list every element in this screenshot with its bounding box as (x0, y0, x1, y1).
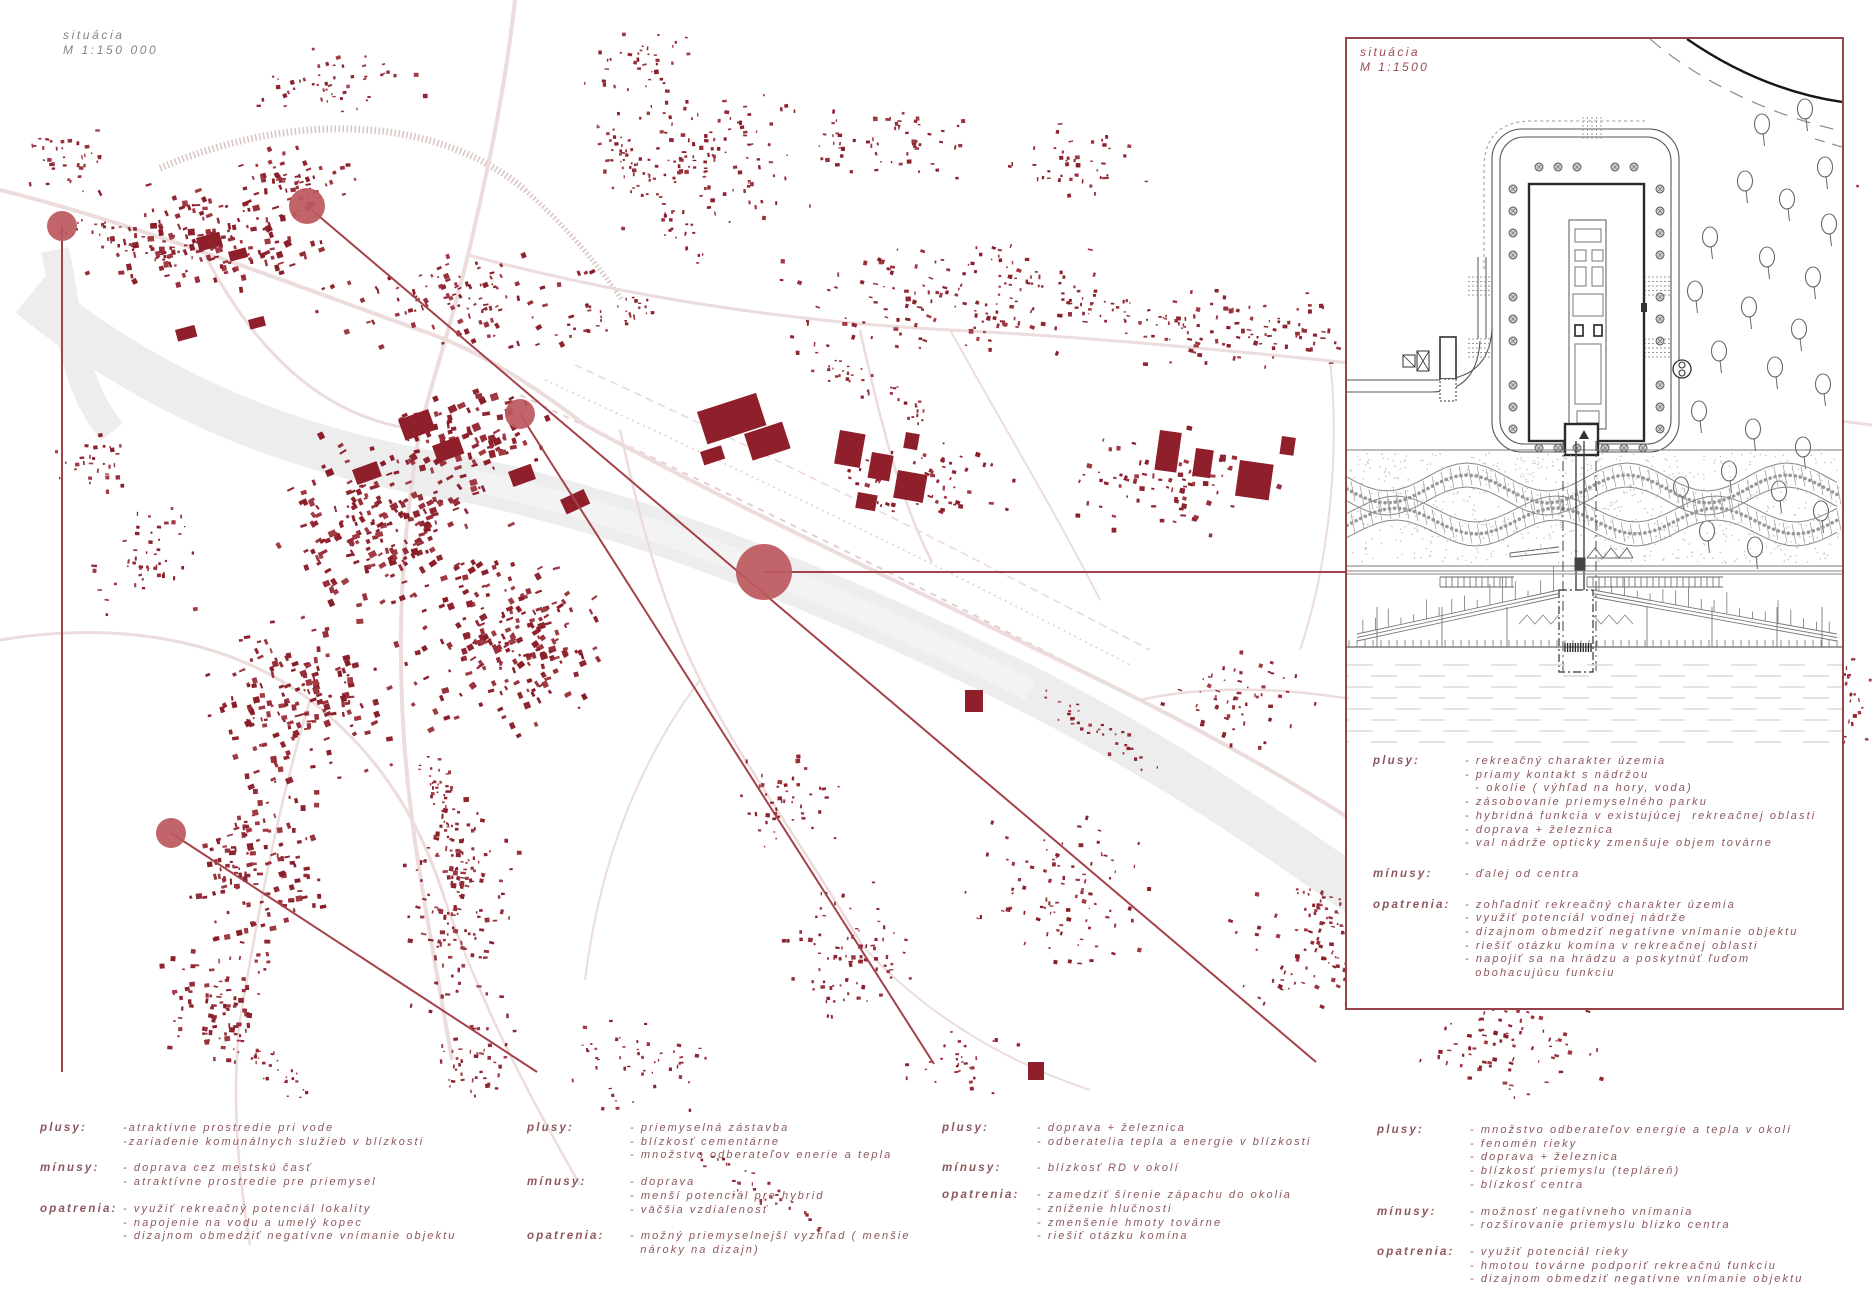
annotation-section (1373, 755, 1835, 851)
annotation-item: - atraktívne prostredie pre priemysel (123, 1176, 377, 1189)
large-buildings (175, 232, 1296, 1080)
annotation-label: plusy: (942, 1122, 990, 1134)
annotation-label: mínusy: (1373, 867, 1433, 880)
annotation-item: - využiť potenciál vodnej nádrže (1465, 912, 1688, 925)
annotation-item-list (123, 1203, 502, 1244)
annotation-section (1373, 868, 1835, 882)
site-marker (289, 188, 325, 224)
annotation-item-list (123, 1162, 502, 1189)
map-title-line2: M 1:150 000 (63, 43, 159, 57)
spillway-ramps (1347, 566, 1842, 652)
annotation-label: opatrenia: (40, 1202, 118, 1215)
annotation-item: - rozširovanie priemyslu blizko centra (1470, 1219, 1731, 1232)
factory-building (1529, 184, 1647, 455)
annotation-item: - hybridná funkcia v existujúcej rekreačnej oblasti (1465, 809, 1817, 822)
site-marker (505, 399, 535, 429)
annotation-item: - dizajnom obmedziť negatívne vnímanie objektu (1470, 1273, 1804, 1286)
leader-line (171, 833, 537, 1072)
annotation-item-list (1470, 1124, 1863, 1193)
trees (1674, 99, 1837, 569)
annotation-item: -atraktívne prostredie pri vode (123, 1122, 335, 1134)
annotation-label: opatrenia: (1377, 1245, 1455, 1258)
annotation-item: - zmenšenie hmoty továrne (1037, 1216, 1223, 1229)
annotation-label: plusy: (1373, 755, 1421, 767)
annotation-item-list (1037, 1162, 1350, 1176)
panel-scale-label (1360, 45, 1429, 75)
annotation-section (1377, 1246, 1863, 1287)
annotation-item: - doprava cez mestskú časť (123, 1162, 313, 1175)
annotation-section (942, 1122, 1350, 1149)
annotation-item: - zohľadniť rekreačný charakter územia (1465, 898, 1736, 911)
annotation-item: - doprava + železnica (1037, 1122, 1186, 1134)
annotation-label: plusy: (527, 1122, 575, 1134)
site-marker (156, 818, 186, 848)
annotation-section (1373, 899, 1835, 981)
site-plan-panel (1345, 37, 1844, 1010)
annotation-item: - dizajnom obmedziť negatívne vnímanie objektu (1465, 926, 1799, 939)
annotation-item: -zariadenie komunálnych služieb v blízkosti (123, 1135, 425, 1148)
annotation-item: - využiť potenciál rieky (1470, 1245, 1630, 1258)
annotation-item-list (123, 1122, 502, 1149)
leader-line (520, 414, 934, 1064)
annotation-item: - množstvo odberateľov energie a tepla v okolí (1470, 1124, 1793, 1136)
annotation-item: - blízkosť priemyslu (teplárеň) (1470, 1165, 1681, 1178)
annotation-label: mínusy: (1377, 1205, 1437, 1218)
annotation-item-list (1037, 1189, 1350, 1244)
annotation-item: - väčšia vzdialenosť (630, 1203, 769, 1216)
annotation-column-2 (527, 1122, 935, 1271)
annotation-item: - riešiť otázku komína v rekreačnej oblasti (1465, 939, 1759, 952)
annotation-item-list (1470, 1206, 1863, 1233)
annotation-item: - fenomén rieky (1470, 1137, 1578, 1150)
annotation-section (40, 1162, 502, 1189)
annotation-item: - rekreačný charakter územia (1465, 755, 1667, 767)
annotation-item: - odberatelia tepla a energie v blízkosti (1037, 1135, 1312, 1148)
annotation-item: - blízkosť centra (1470, 1178, 1585, 1191)
annotation-item: - priamy kontakt s nádržou (1465, 768, 1650, 781)
annotation-item: - okolie ( výhľad na hory, voda) (1465, 782, 1693, 795)
annotation-section (942, 1162, 1350, 1176)
annotation-item: nároky na dizajn) (630, 1243, 760, 1256)
map-scale-label (63, 28, 158, 58)
comb-bands (1347, 571, 1842, 587)
annotation-item-list (1470, 1246, 1863, 1287)
annotation-item: - zásobovanie priemyselného parku (1465, 796, 1708, 809)
annotation-label: mínusy: (40, 1162, 100, 1175)
annotation-column-3 (942, 1122, 1350, 1257)
annotation-section (527, 1176, 935, 1217)
annotation-section (1377, 1124, 1863, 1193)
map-title-line1: situácia (63, 28, 125, 42)
annotation-item: - blízkosť RD v okolí (1037, 1162, 1180, 1175)
annotation-label: mínusy: (942, 1162, 1002, 1175)
site-marker (736, 544, 792, 600)
annotation-item: - množstvo odberateľov enerie a tepla (630, 1149, 893, 1162)
annotation-column-1 (40, 1122, 502, 1257)
annotation-item: - riešiť otázku komína (1037, 1230, 1189, 1243)
site-marker (47, 211, 77, 241)
pier (1510, 441, 1633, 672)
annotation-item-list (630, 1230, 935, 1257)
water-dashes (1347, 665, 1842, 742)
annotation-item-list (1465, 899, 1835, 981)
river (30, 250, 1490, 990)
annotation-item: - zniženie hlučnosti (1037, 1202, 1173, 1215)
shore-curves (1650, 39, 1842, 147)
annotation-item-list (1465, 755, 1835, 851)
annotation-item: - napojiť sa na hrádzu a poskytnúť ľuďom (1465, 953, 1751, 966)
annotation-label: opatrenia: (1373, 898, 1451, 911)
annotation-item: - využiť rekreačný potenciál lokality (123, 1202, 372, 1215)
panel-annotations (1373, 755, 1835, 998)
annotation-label: opatrenia: (527, 1230, 605, 1243)
annotation-label: mínusy: (527, 1176, 587, 1189)
annotation-item: - dizajnom obmedziť negatívne vnímanie objektu (123, 1230, 457, 1243)
annotation-column-4 (1377, 1124, 1863, 1300)
annotation-item: - ďalej od centra (1465, 867, 1581, 880)
annotation-section (1377, 1206, 1863, 1233)
annotation-item: - doprava + železnica (1465, 823, 1614, 836)
annotation-item: - blízkosť cementárne (630, 1135, 781, 1148)
annotation-label: plusy: (40, 1122, 88, 1134)
annotation-item-list (1037, 1122, 1350, 1149)
dike-slopes (1347, 463, 1841, 546)
annotation-item: - menší potenciál pre hybrid (630, 1189, 825, 1202)
annotation-item: - možný priemyselnejší vyzhľad ( menšie (630, 1230, 911, 1243)
annotation-item-list (630, 1122, 935, 1163)
panel-title-line1: situácia (1360, 45, 1420, 59)
annotation-section (527, 1230, 935, 1257)
annotation-section (527, 1122, 935, 1163)
annotation-item: - zamedziť šírenie zápachu do okolia (1037, 1189, 1292, 1202)
annotation-item: - hmotou továrne podporiť rekreačnú funkciu (1470, 1259, 1777, 1272)
annotation-item: - napojenie na vodu a umelý kopec (123, 1216, 363, 1229)
annotation-item: - doprava + železnica (1470, 1151, 1619, 1164)
gate-structures (1403, 337, 1456, 401)
annotation-section (942, 1189, 1350, 1244)
annotation-item: - doprava (630, 1176, 696, 1189)
panel-title-line2: M 1:1500 (1360, 60, 1430, 74)
annotation-item: - priemyselná zástavba (630, 1122, 790, 1134)
annotation-label: opatrenia: (942, 1189, 1020, 1202)
annotation-item-list (1465, 868, 1835, 882)
manhole-symbol (1673, 360, 1691, 378)
annotation-section (40, 1203, 502, 1244)
annotation-item: obohacujúcu funkciu (1465, 967, 1616, 980)
annotation-label: plusy: (1377, 1124, 1425, 1136)
annotation-item: - možnosť negatívneho vnímania (1470, 1205, 1694, 1218)
annotation-section (40, 1122, 502, 1149)
annotation-item: - val nádrže opticky zmenšuje objem továrne (1465, 837, 1773, 850)
annotation-item-list (630, 1176, 935, 1217)
